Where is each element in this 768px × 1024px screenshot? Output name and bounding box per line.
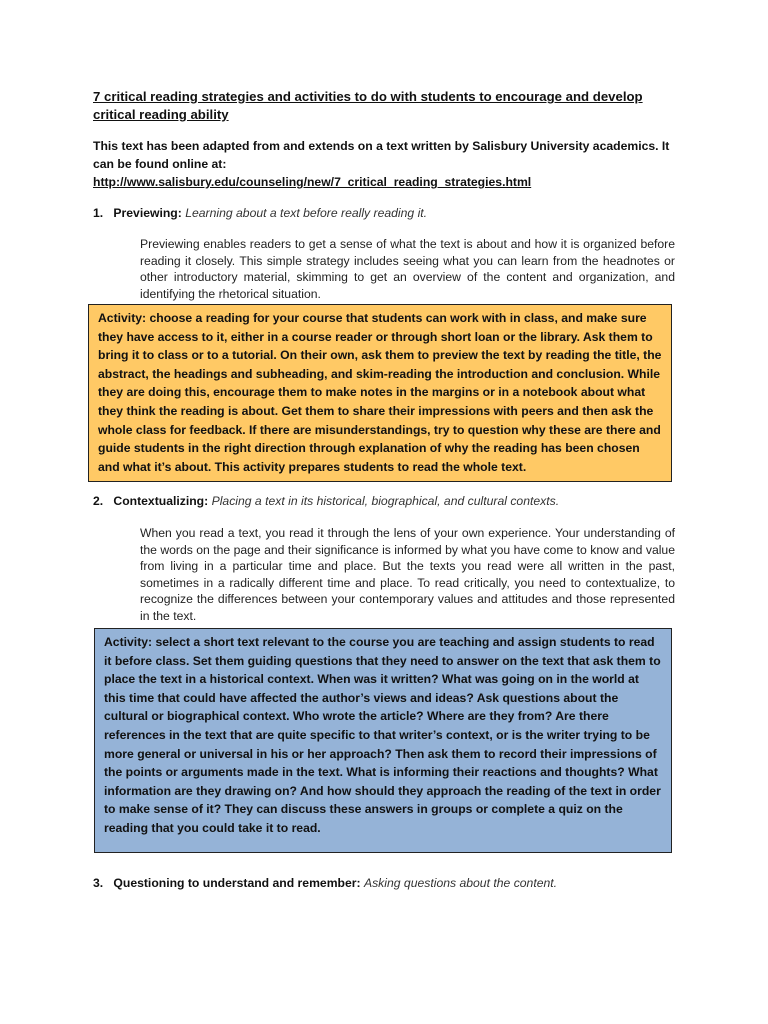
intro-block <box>93 137 675 191</box>
section-number: 1. <box>93 206 104 220</box>
source-link[interactable]: http://www.salisbury.edu/counseling/new/7_critical_reading_strategies.html <box>93 175 532 189</box>
section-label: Questioning to understand and remember: <box>113 876 361 890</box>
section-subtitle: Placing a text in its historical, biographical, and cultural contexts. <box>211 494 560 508</box>
activity-box-1: Activity: choose a reading for your course that students can work with in class, and make sure they have access to it, either in a course reader or through short loan or the library. Ask them to bring it to class or to a tutorial. On their own, ask them to preview the text by reading the title, the abstract, the headings and subheading, and skim-reading the introduction and conclusion. While they are doing this, encourage them to make notes in the margins or in a notebook about what they think the reading is about. Get them to share their impressions with peers and then ask the whole class for feedback. If there are misunderstandings, try to question why these are there and guide students in the right direction through explanation of why the reading has been chosen and what it’s about. This activity prepares students to read the whole text. <box>88 304 672 482</box>
activity-box-2: Activity: select a short text relevant to the course you are teaching and assign students to read it before class. Set them guiding questions that they need to answer on the text that ask them to place the text in a historical context. When was it written? What was going on in the world at this time that could have affected the author’s views and ideas? Ask questions about the cultural or biographical context. Who wrote the article? Where are they from? Are there references in the text that are quite specific to that writer’s context, or is the writer trying to be more general or universal in his or her approach? Then ask them to record their impressions of the points or arguments made in the text. What is informing their reactions and thoughts? What information are they drawing on? And how should they approach the reading of the text in order to make sense of it? They can discuss these answers in groups or complete a quiz on the reading that you could take it to read. <box>94 628 672 853</box>
section-subtitle: Learning about a text before really reading it. <box>185 206 428 220</box>
section-number: 2. <box>93 494 104 508</box>
section-label: Previewing: <box>113 206 182 220</box>
section-2-paragraph: When you read a text, you read it through the lens of your own experience. Your understanding of the words on the page and their significance is informed by what you have come to know and value from living in a particular time and place. But the texts you read were all written in the past, sometimes in a radically different time and place. To read critically, you need to contextualize, to recognize the differences between your contemporary values and attitudes and those represented in the text. <box>140 526 675 623</box>
section-2-heading <box>93 492 559 510</box>
intro-text: This text has been adapted from and extends on a text written by Salisbury University academics. It can be found online at: <box>93 139 670 171</box>
document-title: 7 critical reading strategies and activities to do with students to encourage and develop critical reading ability <box>93 89 643 122</box>
section-3-heading <box>93 874 557 892</box>
section-number: 3. <box>93 876 104 890</box>
section-subtitle: Asking questions about the content. <box>363 876 558 890</box>
section-1-heading <box>93 204 427 222</box>
section-label: Contextualizing: <box>113 494 209 508</box>
section-1-paragraph: Previewing enables readers to get a sense of what the text is about and how it is organized before reading it closely. This simple strategy includes seeing what you can learn from the headnotes or other introductory material, skimming to get an overview of the content and organization, and identifying the rhetorical situation. <box>140 237 675 301</box>
